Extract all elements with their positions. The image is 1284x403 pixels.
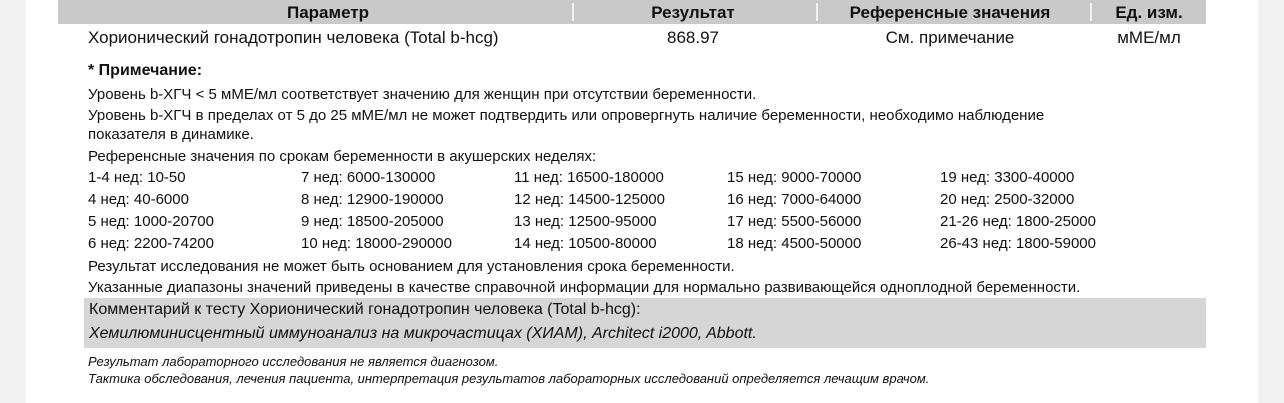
header-divider <box>1090 3 1092 21</box>
weeks-cell: 5 нед: 1000-20700 <box>88 213 214 230</box>
note-line: показателя в динамике. <box>88 126 254 143</box>
note-title: * Примечание: <box>88 62 203 79</box>
weeks-cell: 13 нед: 12500-95000 <box>514 213 657 230</box>
row-reference: См. примечание <box>885 28 1015 47</box>
weeks-cell: 19 нед: 3300-40000 <box>940 169 1075 186</box>
weeks-cell: 10 нед: 18000-290000 <box>301 235 452 252</box>
weeks-cell: 17 нед: 5500-56000 <box>727 213 862 230</box>
note-after-line: Результат исследования не может быть основанием для установления срока беременности. <box>88 258 735 275</box>
note-line: Уровень b-ХГЧ в пределах от 5 до 25 мМЕ/мл не может подтвердить или опровергнуть наличие беременности, необходимо наблюдение <box>88 107 1045 124</box>
weeks-cell: 6 нед: 2200-74200 <box>88 235 214 252</box>
header-result: Результат <box>651 3 735 22</box>
header-divider <box>572 3 574 21</box>
weeks-cell: 14 нед: 10500-80000 <box>514 235 657 252</box>
note-after-line: Указанные диапазоны значений приведены в качестве справочной информации для нормально развивающейся одноплодной беременности. <box>88 279 1081 296</box>
weeks-cell: 12 нед: 14500-125000 <box>514 191 665 208</box>
note-line: Уровень b-ХГЧ < 5 мМЕ/мл соответствует значению для женщин при отсутствии беременности. <box>88 86 757 103</box>
weeks-cell: 20 нед: 2500-32000 <box>940 191 1075 208</box>
weeks-cell: 26-43 нед: 1800-59000 <box>940 235 1096 252</box>
header-divider <box>816 3 818 21</box>
note-line: Референсные значения по срокам беременности в акушерских неделях: <box>88 148 597 165</box>
header-unit: Ед. изм. <box>1115 3 1183 22</box>
weeks-cell: 7 нед: 6000-130000 <box>301 169 436 186</box>
table-header <box>58 0 1206 24</box>
weeks-cell: 1-4 нед: 10-50 <box>88 169 186 186</box>
weeks-cell: 9 нед: 18500-205000 <box>301 213 444 230</box>
comment-block <box>84 298 1206 348</box>
header-reference: Референсные значения <box>849 3 1051 22</box>
weeks-cell: 4 нед: 40-6000 <box>88 191 189 208</box>
comment-title: Комментарий к тесту Хорионический гонадотропин человека (Total b-hcg): <box>89 301 641 318</box>
weeks-cell: 18 нед: 4500-50000 <box>727 235 862 252</box>
footer-line: Тактика обследования, лечения пациента, интерпретация результатов лабораторных исследований определяется лечащим врачом. <box>88 371 930 386</box>
row-result: 868.97 <box>667 28 719 47</box>
footer-line: Результат лабораторного исследования не является диагнозом. <box>88 354 499 369</box>
weeks-cell: 15 нед: 9000-70000 <box>727 169 862 186</box>
comment-method: Хемилюминисцентный иммуноанализ на микрочастицах (ХИАМ), Architect i2000, Abbott. <box>89 325 757 342</box>
weeks-cell: 8 нед: 12900-190000 <box>301 191 444 208</box>
table-row <box>58 26 1206 50</box>
weeks-cell: 21-26 нед: 1800-25000 <box>940 213 1096 230</box>
header-parameter: Параметр <box>286 3 370 22</box>
row-parameter: Хорионический гонадотропин человека (Total b-hcg) <box>88 28 499 47</box>
row-unit: мМЕ/мл <box>1117 28 1181 47</box>
weeks-cell: 16 нед: 7000-64000 <box>727 191 862 208</box>
weeks-cell: 11 нед: 16500-180000 <box>514 169 664 186</box>
